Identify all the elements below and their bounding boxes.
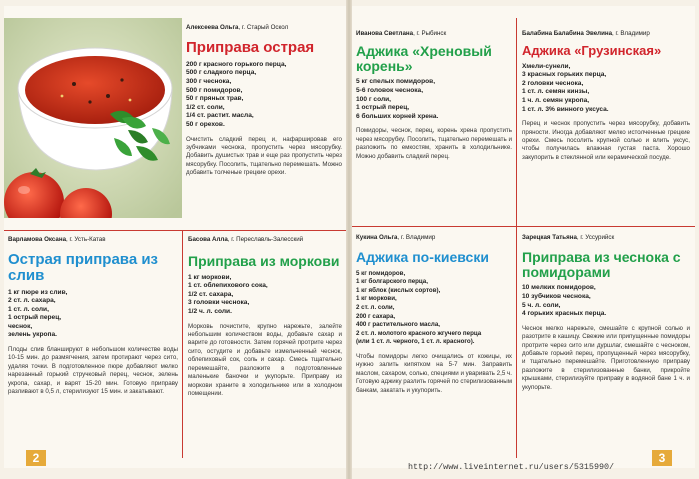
ingredient-item: 300 г чеснока, <box>186 77 232 85</box>
recipe-card <box>522 234 690 448</box>
ingredient-item: 2 ст. л. соли, <box>356 304 395 312</box>
recipe-title: Острая приправа из слив <box>8 251 158 284</box>
recipe-method: Очистить сладкий перец и, нафаршировав его зубчиками чеснока, пропустить через мясорубку. Добавить душистых трав и еще раз пропустить через мясорубку. Посолить, тщательно перемешать. Можно добавить толченые грецкие орехи. <box>186 135 342 177</box>
ingredient-item: 1 острый перец, <box>8 314 62 322</box>
ingredient-item: 500 г сладкого перца, <box>186 69 257 77</box>
recipe-card <box>356 234 512 458</box>
column-divider <box>182 230 183 458</box>
author-name: Кукина Ольга <box>356 234 398 241</box>
recipe-method: Чтобы помидоры легко очищались от кожицы, их нужно залить кипятком на 5-7 мин. Заправить маслом, сахаром, солью, специями и уваривать 2,5 ч. Готовую аджику разлить горячей по стерилизованным банкам, закатать и укупорить. <box>356 353 512 394</box>
ingredient-item: 200 г сахара, <box>356 312 396 320</box>
recipe-method: Морковь почистите, крупно нарежьте, залейте небольшим количеством воды, добавьте сахар и варите до готовности. Затем горячей протрите через сито, остудите и добавьте измельченный чеснок, облепиховый сок, соль и сахар. Смесь тщательно перемешайте, разложите в подготовленные маленькие баночки и укупорьте. Приправу из моркови храните в холодильнике или в холодном помещении. <box>188 322 342 397</box>
ingredients-list <box>522 63 690 115</box>
ingredient-item: 1 ст. облепихового сока, <box>188 282 268 290</box>
ingredient-item: 50 г орехов. <box>186 120 225 128</box>
ingredient-item: 1 кг моркови, <box>356 295 397 303</box>
page-number-left: 2 <box>26 450 46 466</box>
ingredient-item: 2 ст. л. молотого красного жгучего перца <box>356 329 482 337</box>
ingredients-list <box>8 289 178 341</box>
recipe-title: Приправа из чеснока с помидорами <box>522 249 681 280</box>
author-name: Балабина Балабина Эвелина <box>522 30 613 37</box>
author-name: Басова Алла <box>188 236 228 243</box>
section-divider <box>4 230 346 231</box>
ingredient-item: 3 красных горьких перца, <box>522 71 607 79</box>
ingredients-list <box>186 61 342 130</box>
ingredient-item: 400 г растительного масла, <box>356 321 441 329</box>
ingredient-item: 100 г соли, <box>356 95 392 103</box>
left-page <box>4 6 346 468</box>
recipe-title: Аджика по-киевски <box>356 249 489 265</box>
ingredient-item: 1 кг пюре из слив, <box>8 288 68 296</box>
ingredient-item: 1/2 ст. сахара, <box>188 290 234 298</box>
ingredient-item: 3 головки чеснока, <box>188 299 250 307</box>
ingredient-item: 4 горьких красных перца. <box>522 310 607 318</box>
recipe-method: Перец и чеснок пропустить через мясорубку, добавить пряности. Иногда добавляют мелко истолченные грецкие орехи. Смесь посолить крупной солью и влить уксус, чтобы получилась влажная густая паста. Хорошо закупорить в стеклянной или керамической посуде. <box>522 120 690 161</box>
ingredient-item: 1 кг моркови, <box>188 273 232 281</box>
ingredient-item: 1 кг болгарского перца, <box>356 278 428 286</box>
recipe-author <box>188 236 342 244</box>
recipe-author <box>356 30 512 38</box>
author-name: Варламова Оксана <box>8 236 67 243</box>
section-divider <box>352 226 695 227</box>
recipe-author <box>522 234 690 242</box>
recipe-author <box>186 24 342 32</box>
ingredient-item: 1/2 ст. соли, <box>186 103 225 111</box>
ingredient-item: 5-6 головок чеснока, <box>356 86 424 94</box>
ingredient-item: 5 кг помидоров, <box>356 269 406 277</box>
ingredient-item: 6 больших корней хрена. <box>356 112 439 120</box>
recipe-title: Аджика «Грузинская» <box>522 43 662 58</box>
right-page <box>352 6 695 468</box>
ingredient-item: 1 острый перец, <box>356 104 410 112</box>
column-divider <box>516 18 517 458</box>
recipe-card <box>356 30 512 224</box>
recipe-author <box>8 236 178 244</box>
author-city: , г. Старый Оскол <box>238 24 289 31</box>
ingredient-item: 10 зубчиков чеснока, <box>522 292 591 300</box>
ingredient-item: 1 ст. л. 3% винного уксуса. <box>522 105 609 113</box>
recipe-method: Чеснок мелко нарежьте, смешайте с крупной солью и разотрите в кашицу. Свежие или припущенные помидоры протрите через сито или дуршлаг, смешайте с чесноком, добавьте горький перец, пропущенный через мясорубку, и тщательно перемешайте. Приготовленную приправу разложите в стерилизованные банки, прикройте крышками, стерилизуйте приправу в водяной бане 1 ч. и укупорьте. <box>522 324 690 391</box>
author-city: , г. Переславль-Залесский <box>227 236 304 243</box>
ingredients-list <box>356 78 512 121</box>
ingredient-item: 1 ст. л. семян кинзы, <box>522 88 590 96</box>
ingredient-item: 10 мелких помидоров, <box>522 284 596 292</box>
ingredients-list <box>356 270 512 347</box>
recipe-title: Приправа острая <box>186 39 315 56</box>
ingredients-list <box>522 284 690 318</box>
recipe-method: Плоды слив бланшируют в небольшом количестве воды 10-15 мин. до размягчения, затем протирают через сито, удаляя точки. В подготовленное пюре добавляют мелко нарезанный горький стручковый перец, чеснок, зелень укропа, сахар, и варят 15-20 мин. Готовую приправу разливают в 0,5 л, стерилизуют 15 мин. и закатывают. <box>8 346 178 396</box>
ingredient-item: Хмели-сунели, <box>522 62 571 70</box>
ingredients-list <box>188 274 342 317</box>
ingredient-item: 1 ч. л. семян укропа, <box>522 97 590 105</box>
ingredient-item: 200 г красного горького перца, <box>186 60 287 68</box>
author-city: , г. Рыбинск <box>413 30 447 37</box>
recipe-card <box>186 24 342 224</box>
ingredient-item: (или 1 ст. л. черного, 1 ст. л. красного). <box>356 338 475 346</box>
salsa-bowl-photo <box>4 18 182 218</box>
author-city: , г. Владимир <box>612 30 650 37</box>
author-city: , г. Уссурийск <box>576 234 615 241</box>
source-url[interactable]: http://www.liveinternet.ru/users/5315990/ <box>408 462 615 472</box>
ingredient-item: 1 кг яблок (кислых сортов), <box>356 286 441 294</box>
author-name: Иванова Светлана <box>356 30 414 37</box>
ingredient-item: 1/2 ч. л. соли. <box>188 308 232 316</box>
page-number-right: 3 <box>652 450 672 466</box>
ingredient-item: 50 г пряных трав, <box>186 95 244 103</box>
ingredient-item: 2 ст. л. сахара, <box>8 297 56 305</box>
ingredient-item: 5 кг спелых помидоров, <box>356 78 436 86</box>
recipe-author <box>522 30 690 38</box>
recipe-title: Аджика «Хреновый корень» <box>356 43 492 74</box>
author-city: , г. Усть-Катав <box>66 236 106 243</box>
ingredient-item: 500 г помидоров, <box>186 86 243 94</box>
author-city: , г. Владимир <box>397 234 436 241</box>
ingredient-item: 2 головки чеснока, <box>522 79 584 87</box>
recipe-card <box>188 236 342 456</box>
ingredient-item: 1 ст. л. соли, <box>8 305 49 313</box>
ingredient-item: зелень укропа. <box>8 331 57 339</box>
author-name: Зарецкая Татьяна <box>522 234 577 241</box>
recipe-method: Помидоры, чеснок, перец, корень хрена пропустить через мясорубку. Посолить, тщательно перемешать и разложить по емкостям, хранить в холодильнике. Можно добавить сладкий перец. <box>356 127 512 160</box>
ingredient-item: 1/4 ст. растит. масла, <box>186 112 254 120</box>
author-name: Алексеева Ольга <box>186 24 239 31</box>
recipe-card <box>8 236 178 446</box>
ingredient-item: чеснок, <box>8 322 33 330</box>
recipe-card <box>522 30 690 224</box>
recipe-author <box>356 234 512 242</box>
ingredient-item: 5 ч. л. соли, <box>522 301 561 309</box>
recipe-title: Приправа из моркови <box>188 253 340 269</box>
